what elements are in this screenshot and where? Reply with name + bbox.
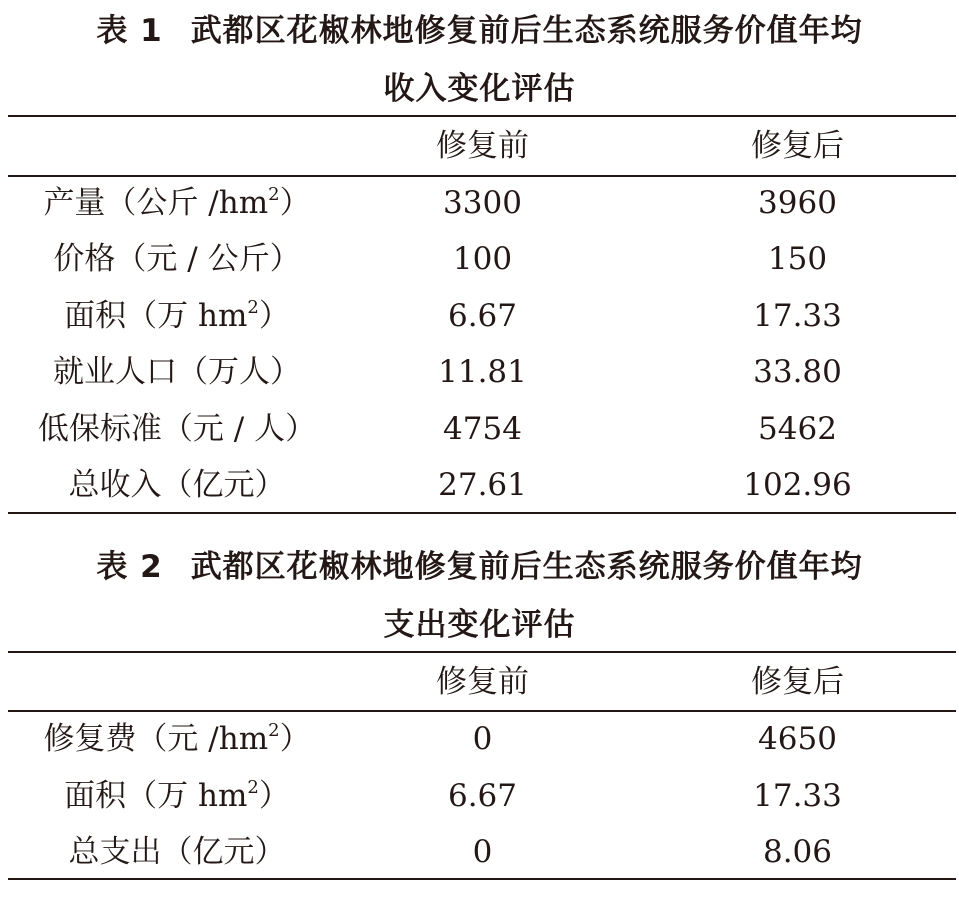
table1-row-before: 6.67 [447, 298, 518, 334]
table1-header-rule [8, 175, 956, 177]
table1-row-label: 面积（万 $hm^2$） [64, 296, 290, 334]
table1-row-label: 价格（元 / 公斤） [53, 241, 301, 277]
table1-row-after: 33.80 [753, 354, 842, 390]
table1-top-rule [8, 115, 956, 117]
table2-row-before: 0 [472, 834, 493, 870]
table1-caption-line1 [0, 11, 959, 51]
table1-row-after: 3960 [758, 185, 837, 221]
table2-header-before: 修复前 [436, 664, 529, 700]
table1-row-label: 就业人口（万人） [53, 354, 301, 390]
table2-bottom-rule [8, 878, 956, 880]
table2-row-label: 修复费（元 $/hm^2$） [43, 719, 311, 757]
table1-row-before: 11.81 [438, 354, 527, 390]
table1-row-before: 27.61 [438, 467, 527, 503]
table1-number: 表 1 [96, 13, 163, 49]
table2-number: 表 2 [96, 549, 163, 585]
table2-row-after: 17.33 [753, 778, 842, 814]
table2-caption-line1 [0, 547, 959, 587]
table2-row-before: 6.67 [447, 778, 518, 814]
table2-title: 武都区花椒林地修复前后生态系统服务价值年均 [190, 549, 863, 585]
table1-bottom-rule [8, 512, 956, 514]
table1-header-after: 修复后 [751, 128, 844, 164]
table1-row-after: 17.33 [753, 298, 842, 334]
table1-row-before: 4754 [443, 411, 522, 447]
table1-row-after: 102.96 [743, 467, 852, 503]
table1-row-label: 低保标准（元 / 人） [37, 411, 317, 447]
table2-row-label: 面积（万 $hm^2$） [64, 776, 290, 814]
table1-row-before: 3300 [443, 185, 522, 221]
table1-caption-line2: 收入变化评估 [383, 71, 576, 107]
table2-caption-line2: 支出变化评估 [383, 607, 576, 643]
table2-top-rule [8, 651, 956, 653]
table2-row-after: 8.06 [762, 834, 833, 870]
table2-header-rule [8, 710, 956, 712]
table2-row-after: 4650 [758, 721, 837, 757]
table1-row-after: 5462 [758, 411, 837, 447]
table2-header-after: 修复后 [751, 664, 844, 700]
table1-header-before: 修复前 [436, 128, 529, 164]
table2-row-label: 总支出（亿元） [68, 834, 286, 870]
table1-row-label: 产量（公斤 $/hm^2$） [43, 183, 311, 221]
table1-row-before: 100 [452, 241, 513, 277]
table1-row-after: 150 [767, 241, 828, 277]
table1-title: 武都区花椒林地修复前后生态系统服务价值年均 [190, 13, 863, 49]
table2-row-before: 0 [472, 721, 493, 757]
table1-row-label: 总收入（亿元） [68, 467, 286, 503]
